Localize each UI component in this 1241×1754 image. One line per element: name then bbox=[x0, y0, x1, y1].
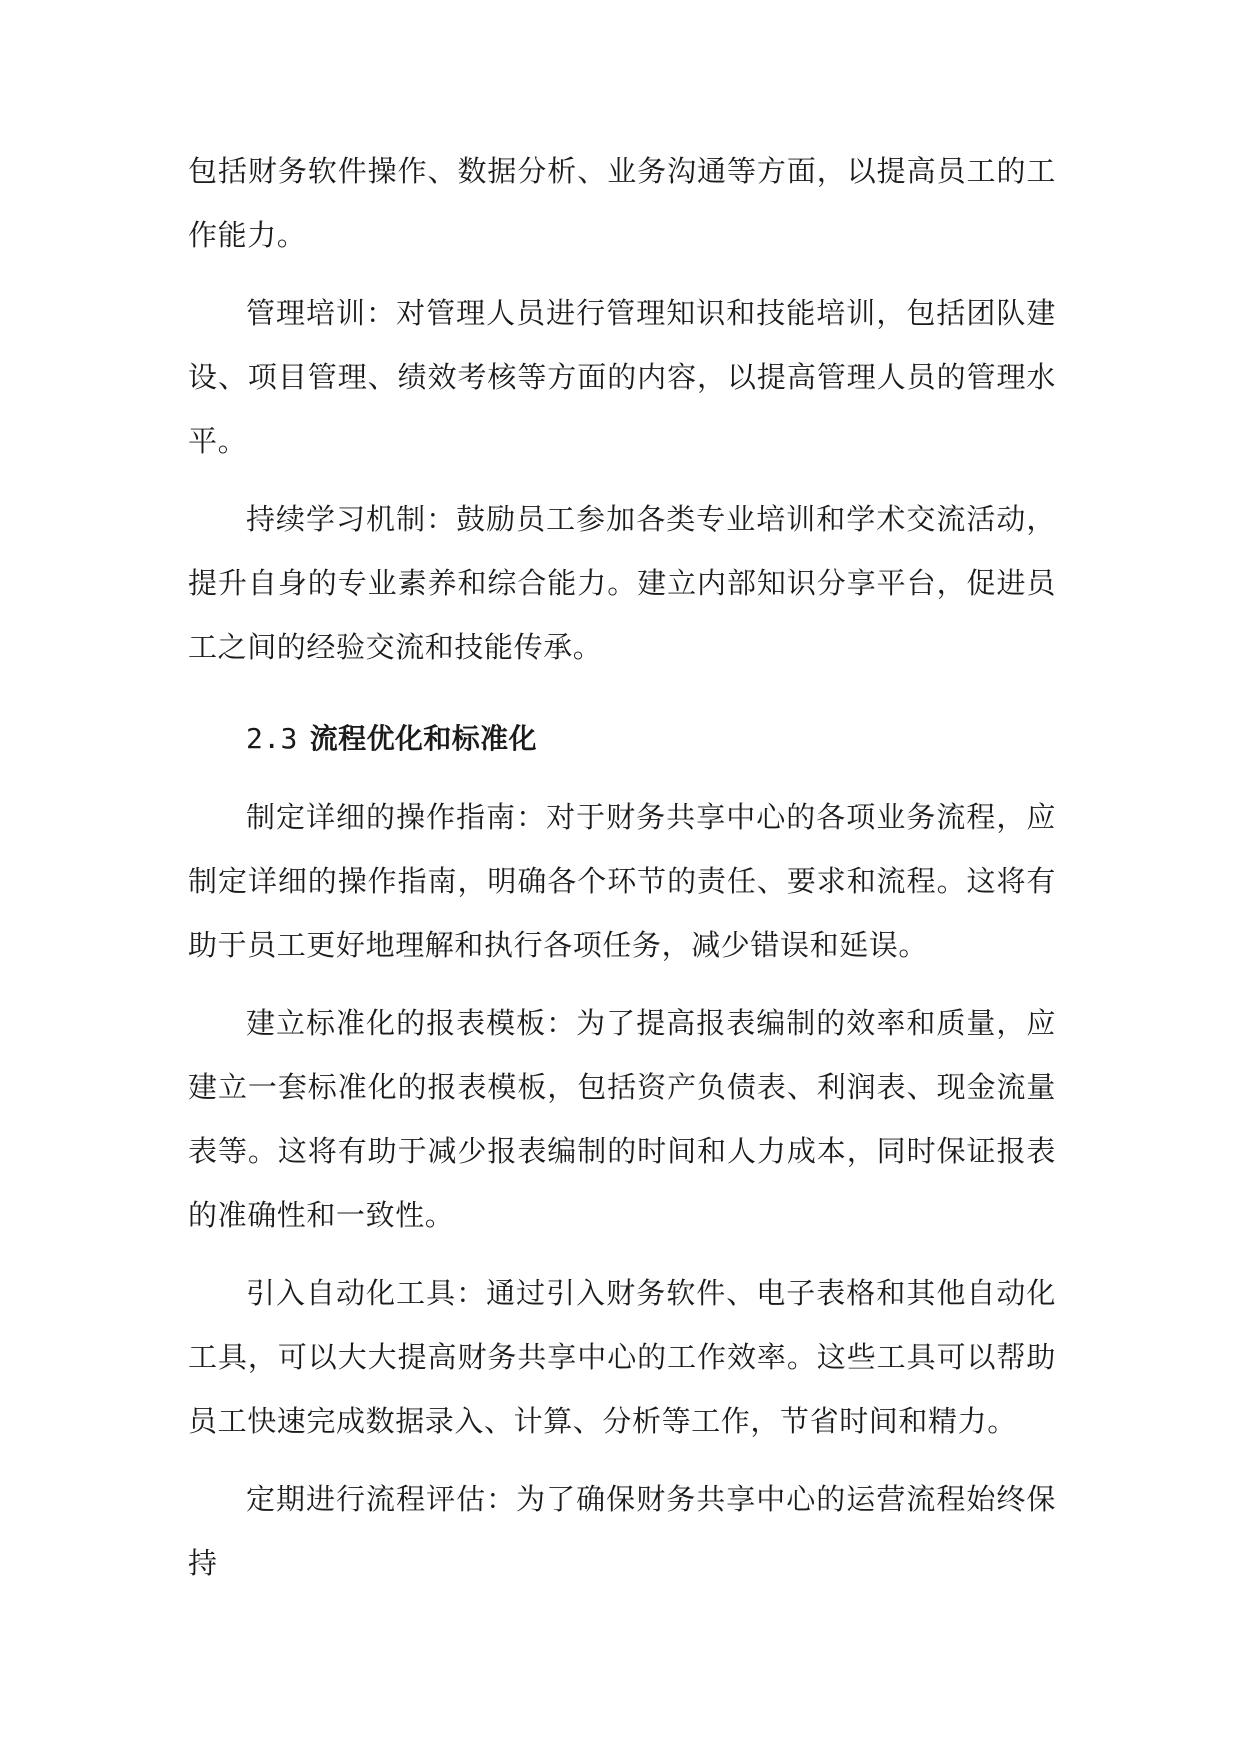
paragraph-process-evaluation: 定期进行流程评估：为了确保财务共享中心的运营流程始终保持 bbox=[188, 1482, 1056, 1580]
paragraph-automation-tools: 引入自动化工具：通过引入财务软件、电子表格和其他自动化工具，可以大大提高财务共享中心的工作效率。这些工具可以帮助员工快速完成数据录入、计算、分析等工作，节省时间和精力。 bbox=[188, 1276, 1056, 1438]
section-number: 2.3 bbox=[246, 722, 298, 755]
paragraph-continuous-learning: 持续学习机制：鼓励员工参加各类专业培训和学术交流活动，提升自身的专业素养和综合能力。建立内部知识分享平台，促进员工之间的经验交流和技能传承。 bbox=[188, 502, 1056, 664]
paragraph-management-training: 管理培训：对管理人员进行管理知识和技能培训，包括团队建设、项目管理、绩效考核等方面的内容，以提高管理人员的管理水平。 bbox=[188, 296, 1056, 458]
section-title: 流程优化和标准化 bbox=[309, 722, 537, 755]
paragraph-training-content: 包括财务软件操作、数据分析、业务沟通等方面，以提高员工的工作能力。 bbox=[188, 154, 1056, 252]
paragraph-report-templates: 建立标准化的报表模板：为了提高报表编制的效率和质量，应建立一套标准化的报表模板，包括资产负债表、利润表、现金流量表等。这将有助于减少报表编制的时间和人力成本，同时保证报表的准确性和一致性。 bbox=[188, 1006, 1056, 1232]
document-body bbox=[188, 139, 1056, 1609]
section-heading bbox=[188, 707, 1056, 771]
paragraph-operation-guide: 制定详细的操作指南：对于财务共享中心的各项业务流程，应制定详细的操作指南，明确各个环节的责任、要求和流程。这将有助于员工更好地理解和执行各项任务，减少错误和延误。 bbox=[188, 800, 1056, 962]
